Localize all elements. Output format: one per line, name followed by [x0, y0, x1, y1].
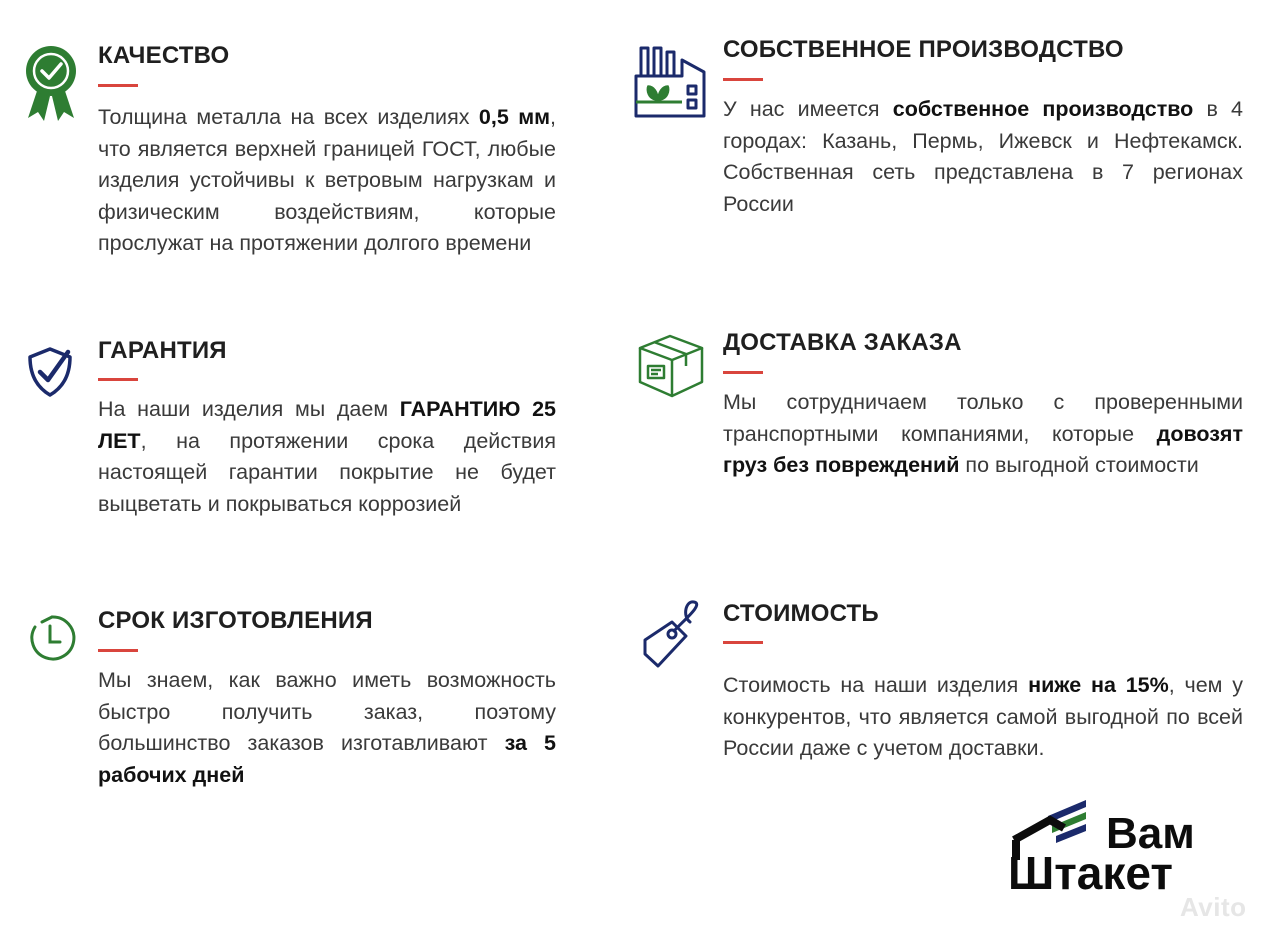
feature-text: У нас имеется собственное производство в 4 городах: Казань, Пермь, Ижевск и Нефтекамск. Собственная сеть представлена в 7 регионах России [723, 97, 1244, 216]
feature-text: Стоимость на наши изделия ниже на 15%, чем у конкурентов, что является самой выгодной по всей России даже с учетом доставки. [723, 673, 1243, 760]
feature-text: Мы сотрудничаем только с проверенными транспортными компаниями, которые довозят груз без повреждений по выгодной стоимости [723, 390, 1243, 477]
title-divider [723, 78, 763, 81]
award-ribbon-icon [22, 44, 80, 122]
feature-text: Мы знаем, как важно иметь возможность быстро получить заказ, поэтому большинство заказов изготавливают за 5 рабочих дней [98, 668, 556, 787]
title-divider [723, 371, 763, 374]
factory-icon [634, 44, 706, 118]
feature-title: СОБСТВЕННОЕ ПРОИЗВОДСТВО [723, 36, 1124, 63]
feature-title: КАЧЕСТВО [98, 42, 230, 69]
title-divider [98, 378, 138, 381]
feature-text: Толщина металла на всех изделиях 0,5 мм, что является верхней границей ГОСТ, любые изделия устойчивы к ветровым нагрузкам и физическим воздействиям, которые прослужат на протяжении долгого времени [98, 105, 556, 255]
watermark: Avito [1180, 892, 1247, 922]
brand-logo [1008, 800, 1218, 900]
feature-title: ДОСТАВКА ЗАКАЗА [723, 329, 962, 356]
feature-title: ГАРАНТИЯ [98, 337, 227, 364]
logo-text-top: Вам [1106, 809, 1195, 858]
shield-check-icon [26, 346, 74, 398]
feature-title: СТОИМОСТЬ [723, 600, 879, 627]
box-icon [636, 330, 706, 400]
feature-text: На наши изделия мы даем ГАРАНТИЮ 25 ЛЕТ, на протяжении срока действия настоящей гарантии покрытие не будет выцветать и покрываться коррозией [98, 397, 557, 516]
clock-icon [28, 614, 76, 662]
feature-title: СРОК ИЗГОТОВЛЕНИЯ [98, 607, 373, 634]
price-tag-icon [642, 600, 708, 672]
title-divider [98, 649, 138, 652]
logo-text-bottom: Штакет [1008, 847, 1173, 899]
title-divider [98, 84, 138, 87]
title-divider [723, 641, 763, 644]
